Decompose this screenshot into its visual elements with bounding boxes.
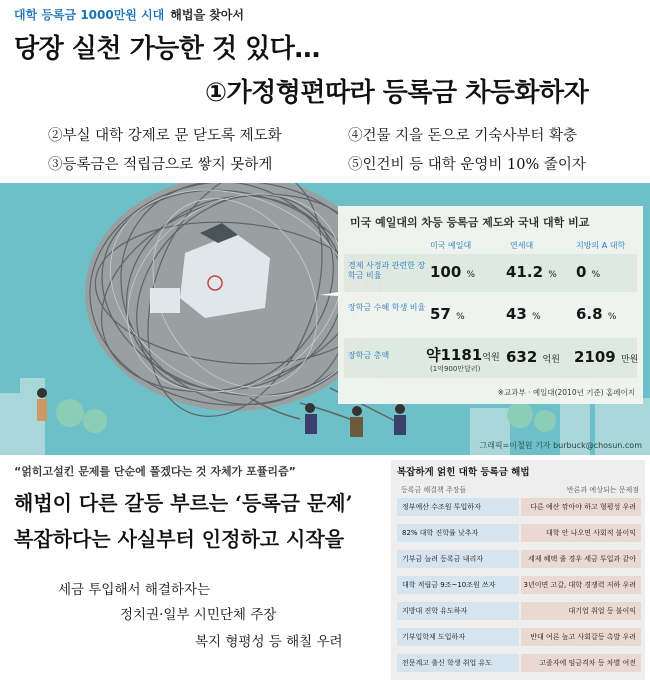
solution-concern: 다른 예산 깎아야 하고 형평성 우려 [521,498,641,516]
section-kicker [14,6,244,23]
sub-line-1: 세금 투입해서 해결하자는 [58,582,211,598]
solution-claim: 기부입학제 도입하자 [397,628,519,646]
table-cell-note: (1억900만달러) [430,365,481,373]
sub-line-2: 정치권·일부 시민단체 주장 [120,607,277,623]
table-cell: 100 % [430,263,476,281]
kicker-subtext: 해법을 찾아서 [170,8,244,22]
solutions-left-header: 등록금 해결책 주장들 [401,486,467,494]
table-source: ※교과부 · 예일대(2010년 기준) 홈페이지 [497,388,635,397]
solution-concern: 세제 혜택 줄 경우 세금 투입과 같아 [521,550,641,568]
table-cell: 41.2 % [506,263,557,281]
solution-concern: 대기업 취업 등 불이익 [521,602,641,620]
table-cell: 43 % [506,305,541,323]
solution-claim: 대학 적립금 9조~10조원 쓰자 [397,576,519,594]
solution-claim: 기부금 늘려 등록금 내리자 [397,550,519,568]
table-cell: 0 % [576,263,601,281]
solution-concern: 반대 여론 높고 사회갈등 촉발 우려 [521,628,641,646]
table-cell: 2109 만원 [574,348,639,366]
col-header-local-a: 지방의 A 대학 [576,241,626,250]
col-header-yonsei: 연세대 [510,241,534,250]
subhead-line-1: 해법이 다른 갈등 부르는 ‘등록금 문제’ [14,491,353,515]
comparison-table [338,206,643,404]
pull-quote: “얽히고설킨 문제를 단순에 풀겠다는 것 자체가 포퓰리즘” [14,465,296,478]
point-4: ④건물 지을 돈으로 기숙사부터 확충 [348,128,578,144]
row-label: 장학금 수혜 학생 비율 [348,303,426,312]
solutions-box [391,460,645,680]
table-cell: 57 % [430,305,465,323]
point-2: ②부실 대학 강제로 문 닫도록 제도화 [48,128,282,144]
table-cell: 약1181억원 [426,346,500,364]
table-cell: 6.8 % [576,305,617,323]
solution-claim: 정부예산 수조원 투입하자 [397,498,519,516]
solutions-title: 복잡하게 얽힌 대학 등록금 해법 [397,467,530,478]
sub-line-3: 복지 형평성 등 해칠 우려 [195,634,343,650]
illustration-panel [0,183,650,455]
subhead-line-2: 복잡하다는 사실부터 인정하고 시작을 [14,527,345,551]
kicker-text: 대학 등록금 1000만원 시대 [14,8,165,22]
headline-line-2: ①가정형편따라 등록금 차등화하자 [205,78,589,108]
headline-line-1: 당장 실천 가능한 것 있다… [14,34,320,64]
point-3: ③등록금은 적립금으로 쌓지 못하게 [48,157,273,173]
row-label: 장학금 총액 [348,351,390,360]
solutions-right-header: 반론과 예상되는 문제점 [566,486,639,494]
solution-concern: 3년이면 고갈, 대학 경쟁력 저하 우려 [521,576,641,594]
col-header-yale: 미국 예일대 [430,241,472,250]
solution-concern: 고졸자에 임금격차 등 차별 여전 [521,654,641,672]
table-title: 미국 예일대의 차등 등록금 제도와 국내 대학 비교 [350,216,590,229]
solution-claim: 지방대 진학 유도하자 [397,602,519,620]
table-cell: 632 억원 [506,348,560,366]
row-label: 경제 사정과 관련한 장학금 비율 [348,261,426,280]
illustration-credit: 그래픽=이철원 기자 burbuck@chosun.com [479,441,642,450]
point-5: ⑤인건비 등 대학 운영비 10% 줄이자 [348,157,586,173]
solution-claim: 전문계고 출신 학생 취업 유도 [397,654,519,672]
solution-concern: 대학 안 나오면 사회적 불이익 [521,524,641,542]
solution-claim: 82% 대학 진학률 낮추자 [397,524,519,542]
